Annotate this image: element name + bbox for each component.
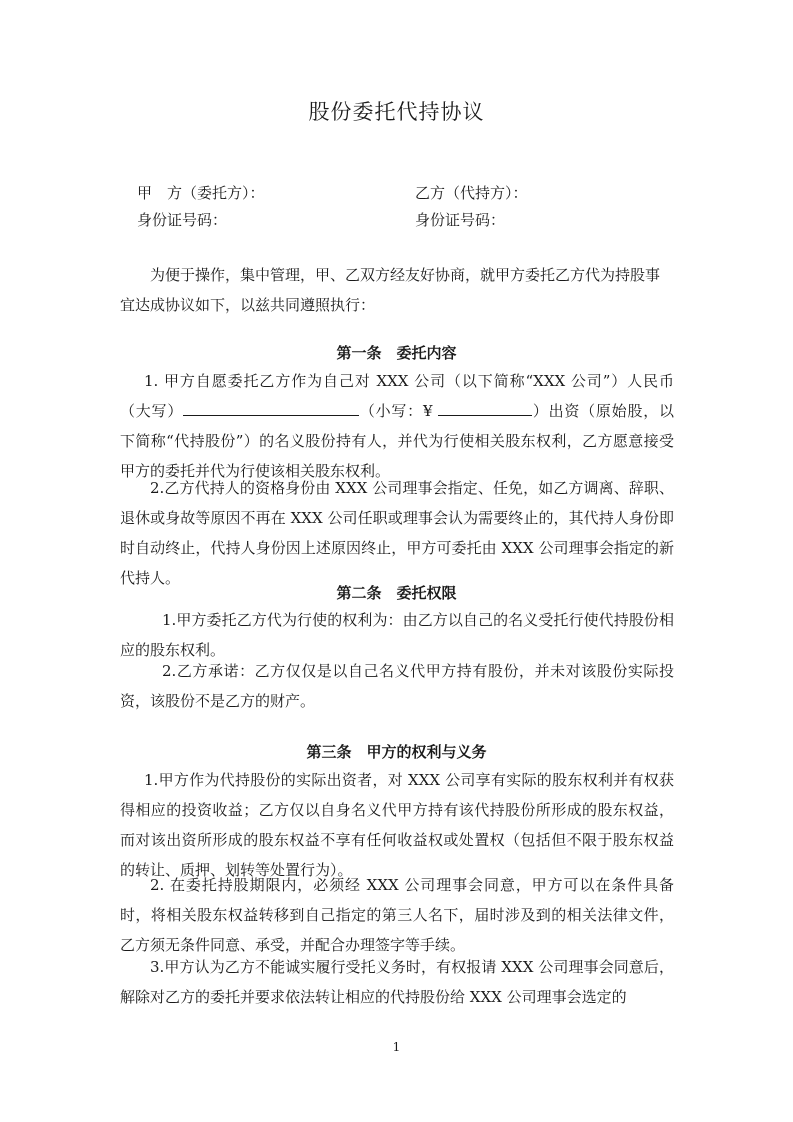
article-2-para-2: 2.乙方承诺：乙方仅仅是以自己名义代甲方持有股份，并未对该股份实际投资，该股份不是乙方的财产。 <box>120 662 674 710</box>
article-1-para-1-text-a: 1. 甲方自愿委托乙方作为自己对 XXX 公司（以下简称“XXX 公司”）人民币（大写） <box>120 372 674 420</box>
page-number: 1 <box>392 1040 401 1054</box>
article-2-para-1: 1.甲方委托乙方代为行使的权利为：由乙方以自己的名义受托行使代持股份相应的股东权利。 <box>120 611 674 659</box>
amount-figures-blank <box>438 401 532 416</box>
article-3-para-1: 1.甲方作为代持股份的实际出资者，对 XXX 公司享有实际的股东权利并有权获得相应的投资收益；乙方仅以自身名义代甲方持有该代持股份所形成的股东权益，而对该出资所形成的股东权益不享有任何收益权或处置权（包括但不限于股东权益的转让、质押、划转等处置行为）。 <box>120 771 674 879</box>
intro-paragraph: 为便于操作，集中管理，甲、乙双方经友好协商，就甲方委托乙方代为持股事宜达成协议如下，以兹共同遵照执行： <box>120 266 661 314</box>
article-1-para-2: 2.乙方代持人的资格身份由 XXX 公司理事会指定、任免，如乙方调离、辞职、退休或身故等原因不再在 XXX 公司任职或理事会认为需要终止的，其代持人身份即时自动终止，代持人身份因上述原因终止，甲方可委托由 XXX 公司理事会指定的新代持人。 <box>120 479 674 587</box>
article-2-heading: 第二条 委托权限 <box>336 584 457 602</box>
document-title: 股份委托代持协议 <box>308 100 485 124</box>
article-1-para-1 <box>120 366 674 486</box>
party-b-id-label: 身份证号码： <box>415 211 506 229</box>
article-1-heading: 第一条 委托内容 <box>336 344 457 362</box>
amount-words-blank <box>183 401 359 416</box>
article-3-para-3: 3.甲方认为乙方不能诚实履行受托义务时，有权报请 XXX 公司理事会同意后，解除对乙方的委托并要求依法转让相应的代持股份给 XXX 公司理事会选定的 <box>120 958 674 1006</box>
article-3-para-2: 2. 在委托持股期限内，必须经 XXX 公司理事会同意，甲方可以在条件具备时，将相关股东权益转移到自己指定的第三人名下，届时涉及到的相关法律文件，乙方须无条件同意、承受，并配合办理签字等手续。 <box>120 876 674 954</box>
party-a-id-label: 身份证号码： <box>137 211 228 229</box>
party-b-label: 乙方（代持方）： <box>415 184 528 202</box>
article-1-para-1-text-b: （小写：¥ <box>359 402 439 420</box>
article-3-heading: 第三条 甲方的权利与义务 <box>306 743 487 761</box>
party-a-label: 甲 方（委托方）： <box>137 184 265 202</box>
article-1-para-1-text-c: ）出资（原始股，以下简称“代持股份”）的名义股份持有人，并代为行使相关股东权利，乙方愿意接受甲方的委托并代为行使该相关股东权利。 <box>120 402 674 480</box>
